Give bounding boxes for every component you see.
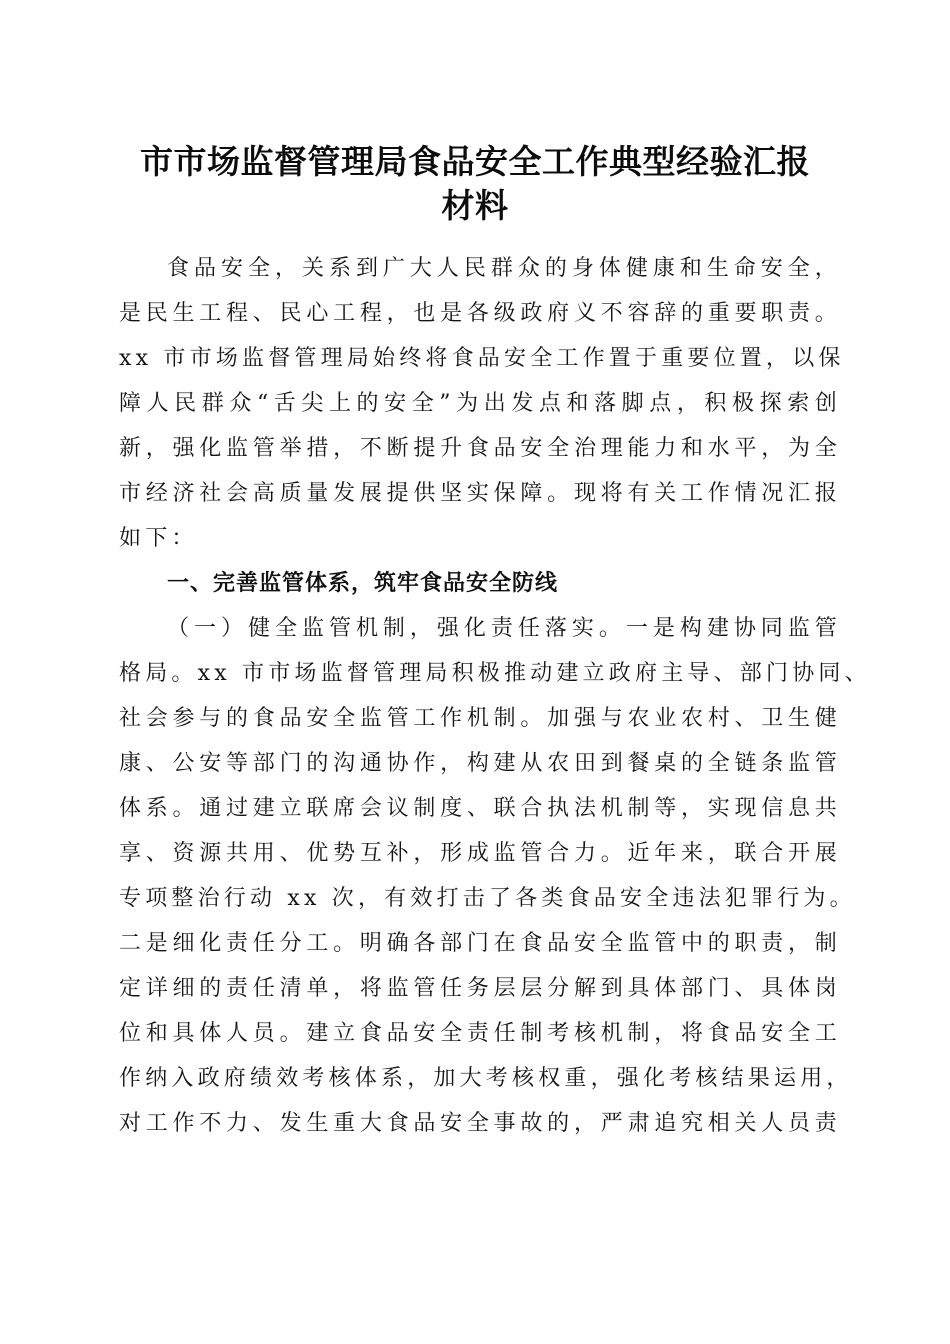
intro-line-4: 障人民群众“舌尖上的安全”为出发点和落脚点，积极探索创 bbox=[119, 391, 841, 416]
section-1-line-2: 格局。xx 市市场监督管理局积极推动建立政府主导、部门协同、 bbox=[119, 661, 871, 686]
section-1-line-3: 社会参与的食品安全监管工作机制。加强与农业农村、卫生健 bbox=[119, 706, 841, 731]
section-1-line-5: 体系。通过建立联席会议制度、联合执法机制等，实现信息共 bbox=[119, 796, 841, 821]
document-title-line-1: 市市场监督管理局食品安全工作典型经验汇报 bbox=[140, 142, 810, 181]
section-1-line-10: 位和具体人员。建立食品安全责任制考核机制，将食品安全工 bbox=[119, 1021, 841, 1046]
intro-line-5: 新，强化监管举措，不断提升食品安全治理能力和水平，为全 bbox=[119, 436, 841, 461]
section-1-line-4: 康、公安等部门的沟通协作，构建从农田到餐桌的全链条监管 bbox=[119, 751, 841, 776]
intro-line-6: 市经济社会高质量发展提供坚实保障。现将有关工作情况汇报 bbox=[119, 481, 841, 506]
section-1-line-9: 定详细的责任清单，将监管任务层层分解到具体部门、具体岗 bbox=[119, 976, 841, 1001]
intro-line-1: 食品安全，关系到广大人民群众的身体健康和生命安全， bbox=[167, 256, 841, 281]
section-1-line-7: 专项整治行动 xx 次，有效打击了各类食品安全违法犯罪行为。 bbox=[119, 886, 856, 911]
intro-line-7: 如下： bbox=[119, 526, 198, 551]
intro-line-2: 是民生工程、民心工程，也是各级政府义不容辞的重要职责。 bbox=[119, 301, 841, 326]
section-1-line-6: 享、资源共用、优势互补，形成监管合力。近年来，联合开展 bbox=[119, 841, 841, 866]
document-title-line-2: 材料 bbox=[441, 186, 509, 225]
section-1-line-12: 对工作不力、发生重大食品安全事故的，严肃追究相关人员责 bbox=[119, 1111, 841, 1136]
section-1-heading: 一、完善监管体系，筑牢食品安全防线 bbox=[167, 571, 559, 596]
section-1-line-11: 作纳入政府绩效考核体系，加大考核权重，强化考核结果运用， bbox=[119, 1066, 853, 1091]
section-1-line-1: （一）健全监管机制，强化责任落实。一是构建协同监管 bbox=[167, 616, 841, 641]
intro-line-3: xx 市市场监督管理局始终将食品安全工作置于重要位置，以保 bbox=[119, 346, 845, 371]
section-1-line-8: 二是细化责任分工。明确各部门在食品安全监管中的职责，制 bbox=[119, 931, 841, 956]
